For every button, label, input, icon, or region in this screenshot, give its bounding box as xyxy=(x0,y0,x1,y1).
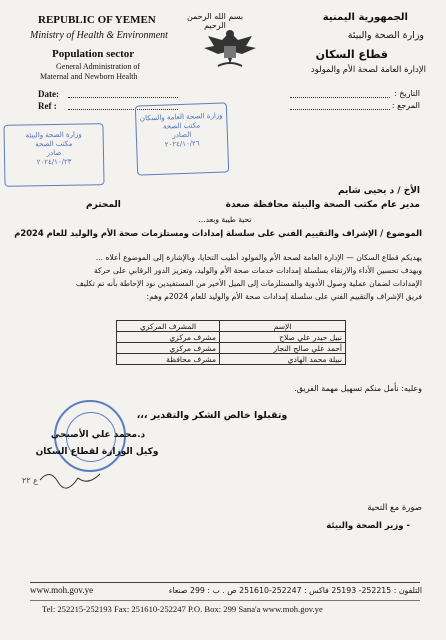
footer-ar-contact: التلفون : 252215- 25193 فاكس : 252247-251610 ص . ب : 299 صنعاء xyxy=(168,586,422,595)
footer-divider xyxy=(30,582,420,583)
closing-line: وتقبلوا خالص الشكر والتقدير ،،، xyxy=(136,410,288,421)
header-admin1-en: General Administration of xyxy=(56,62,140,71)
table-row xyxy=(117,332,346,343)
cc-item: - وزير الصحة والبيئة xyxy=(326,521,410,531)
greeting: تحية طيبة وبعد... xyxy=(198,215,252,224)
table-cell-name: أحمد علي صالح النجار xyxy=(220,343,346,354)
footer-website: www.moh.gov.ye xyxy=(30,585,94,595)
body-line-3: الإمدادات لضمان عملية وصول الأدوية والمستلزمات إلى الميل الأخير من المستفيدين نود الإحاطة بأنه تم تكليف xyxy=(75,279,422,288)
header-admin2-en: Maternal and Newborn Health xyxy=(40,72,138,81)
table-cell-role: مشرف مركزي xyxy=(117,343,220,354)
ref-line-ar xyxy=(290,109,390,110)
header-sector-en: Population sector xyxy=(52,48,135,60)
eagle-emblem-icon xyxy=(200,26,260,70)
table-cell-name: نبيلة محمد الهادي xyxy=(220,354,346,365)
addressee: الأخ / د يحيى شايم xyxy=(337,186,420,196)
body-line-4: فريق الإشراف والتقييم الفني على سلسلة إمدادات صحة الأم والوليد للعام 2024م وهم: xyxy=(146,292,422,301)
basmala: بسم الله الرحمن الرحيم xyxy=(186,12,244,30)
header-admin-ar: الإدارة العامة لصحة الأم والمولود xyxy=(310,65,426,75)
incoming-stamp-left: وزارة الصحة والبيئة مكتب الصحة صادر ٢٠٢٤/١٠/٢٣ xyxy=(3,123,104,187)
cc-heading: صورة مع التحية xyxy=(367,503,422,513)
table-header-name: الإسم xyxy=(220,321,346,332)
date-line xyxy=(68,97,178,98)
ref-label-ar: المرجع : xyxy=(391,101,420,110)
ref-label: Ref : xyxy=(38,101,57,111)
signature-scribble-icon xyxy=(36,466,116,490)
header-sector-ar: قطاع السكان xyxy=(315,48,388,61)
table-row xyxy=(117,343,346,354)
footer-en-contact: Tel: 252215-252193 Fax: 251610-252247 P.O. Box: 299 Sana'a www.moh.gov.ye xyxy=(42,604,323,614)
table-header-role: المشرف المركزي xyxy=(117,321,220,332)
honorific: المحترم xyxy=(86,200,121,210)
table-row xyxy=(117,354,346,365)
date-label-ar: التاريخ : xyxy=(393,89,420,98)
table-cell-role: مشرف محافظة xyxy=(117,354,220,365)
signatory-title: وكيل الوزارة لقطاع السكان xyxy=(35,447,159,457)
table-cell-name: نبيل حيدر علي صلاح xyxy=(220,332,346,343)
subject-line: الموضوع / الإشراف والتقييم الفني على سلسلة إمدادات ومستلزمات صحة الأم والوليد للعام 2024م xyxy=(14,228,422,238)
body-line-2: وبهدف تحسين الأداء والارتقاء بسلسلة إمدادات خدمات صحة الأم والوليد، وتعزيز الدور الرقابي على حركة xyxy=(93,266,422,275)
header-country-en: REPUBLIC OF YEMEN xyxy=(38,14,156,26)
header-ministry-en: Ministry of Health & Environment xyxy=(30,30,168,41)
handwritten-note: ع ٢٢ xyxy=(22,476,38,485)
header-country-ar: الجمهورية اليمنية xyxy=(322,12,408,23)
signatory-name: د.محمد علي الأصبحي xyxy=(50,430,146,440)
footer-divider-2 xyxy=(30,600,420,601)
header-ministry-ar: وزارة الصحة والبيئة xyxy=(347,30,424,41)
date-label: Date: xyxy=(38,89,59,99)
request-line: وعليه: نأمل منكم تسهيل مهمة الفريق. xyxy=(294,384,422,393)
supervisors-table xyxy=(116,320,346,365)
date-line-ar xyxy=(290,97,390,98)
body-line-1: يهديكم قطاع السكان — الإدارة العامة لصحة الأم والمولود أطيب التحايا، وبالإشارة إلى الموضوع أعلاه ... xyxy=(95,253,422,262)
table-cell-role: مشرف مركزي xyxy=(117,332,220,343)
table-header-row xyxy=(117,321,346,332)
addressee-position: مدير عام مكتب الصحة والبيئة محافظة صعدة xyxy=(225,200,420,210)
outgoing-stamp-right: وزارة الصحة العامة والسكان مكتب الصحة الصادر ٢٠٢٤/١٠/٢٦ xyxy=(135,102,229,175)
